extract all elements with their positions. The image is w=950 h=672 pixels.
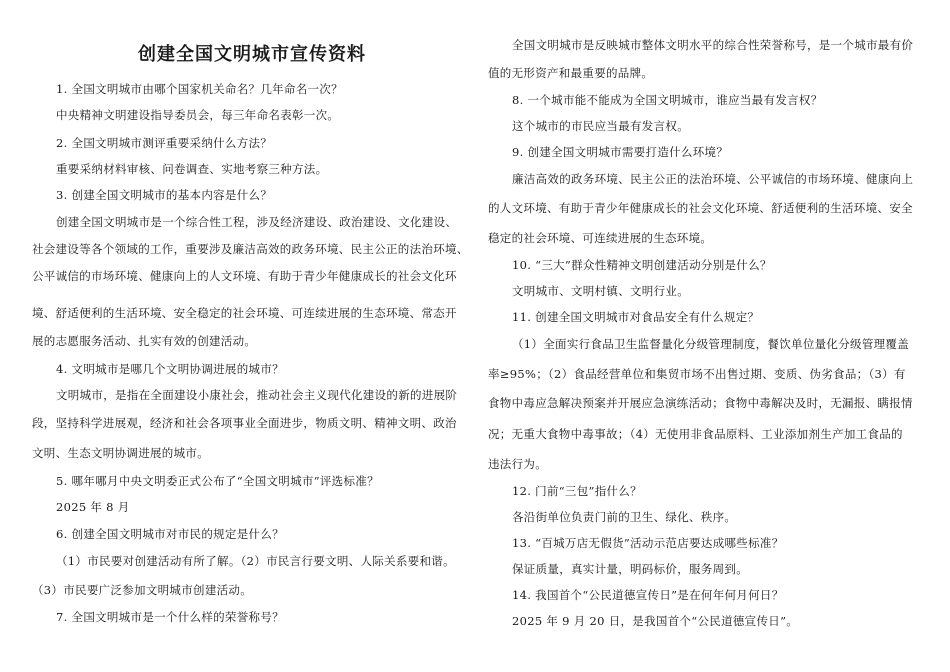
answer-line: 廉洁高效的政务环境、民主公正的法治环境、公平诚信的市场环境、健康向上: [512, 172, 914, 186]
answer-line: （1）市民要对创建活动有所了解。（2）市民言行要文明、人际关系要和谐。: [56, 554, 455, 568]
answer-line: 展的志愿服务活动、扎实有效的创建活动。: [32, 334, 257, 348]
answer-line: 文明、生态文明协调进展的城市。: [32, 446, 209, 460]
answer-line: 公平诚信的市场环境、健康向上的人文环境、有助于青少年健康成长的社会文化环: [32, 269, 457, 283]
answer-line: 况；无重大食物中毒事故；（4）无使用非食品原料、工业添加剂生产加工食品的: [488, 427, 903, 441]
question-line: 9. 创建全国文明城市需要打造什么环境？: [512, 145, 729, 159]
question-line: 5. 哪年哪月中央文明委正式公布了“全国文明城市”评选标准？: [56, 474, 379, 488]
question-line: 13. “百城万店无假货”活动示范店要达成哪些标准？: [512, 536, 784, 550]
answer-line: 违法行为。: [488, 457, 547, 471]
answer-line: 2025 年 8 月: [56, 500, 130, 514]
answer-line: 境、舒适便利的生活环境、安全稳定的社会环境、可连续进展的生态环境、常态开: [32, 306, 457, 320]
answer-line: （3）市民要广泛参加文明城市创建活动。: [32, 583, 253, 597]
answer-line: 重要采纳材料审核、问卷调查、实地考察三种方法。: [56, 162, 328, 176]
question-line: 8. 一个城市能不能成为全国文明城市，谁应当最有发言权？: [512, 93, 823, 107]
question-line: 11. 创建全国文明城市对食品安全有什么规定？: [512, 310, 760, 324]
question-line: 6. 创建全国文明城市对市民的规定是什么？: [56, 527, 284, 541]
answer-line: 创建全国文明城市是一个综合性工程，涉及经济建设、政治建设、文化建设、: [56, 215, 458, 229]
answer-line: 段，坚持科学进展观，经济和社会各项事业全面进步，物质文明、精神文明、政治: [32, 416, 457, 430]
answer-line: 全国文明城市是反映城市整体文明水平的综合性荣誉称号，是一个城市最有价: [512, 38, 914, 52]
answer-line: 文明城市、文明村镇、文明行业。: [512, 284, 689, 298]
answer-line: 这个城市的市民应当最有发言权。: [512, 119, 689, 133]
answer-line: 值的无形资产和最重要的品牌。: [488, 66, 654, 80]
question-line: 14. 我国首个“公民道德宣传日”是在何年何月何日？: [512, 588, 784, 602]
answer-line: 食物中毒应急解决预案并开展应急演练活动；食物中毒解决及时，无漏报、瞒报情: [488, 396, 913, 410]
question-line: 10. “三大”群众性精神文明创建活动分别是什么？: [512, 258, 772, 272]
answer-line: 各沿街单位负责门前的卫生、绿化、秩序。: [512, 510, 737, 524]
answer-line: 2025 年 9 月 20 日，是我国首个“公民道德宣传日”。: [512, 614, 799, 628]
question-line: 4. 文明城市是哪几个文明协调进展的城市？: [56, 362, 284, 376]
answer-line: 中央精神文明建设指导委员会，每三年命名表彰一次。: [56, 108, 340, 122]
document-title: 创建全国文明城市宣传资料: [138, 44, 366, 65]
answer-line: 保证质量，真实计量，明码标价，服务周到。: [512, 562, 748, 576]
answer-line: 率≥95%；（2）食品经营单位和集贸市场不出售过期、变质、伪劣食品；（3）有: [488, 367, 906, 381]
question-line: 2. 全国文明城市测评重要采纳什么方法？: [56, 136, 273, 150]
answer-line: 的人文环境、有助于青少年健康成长的社会文化环境、舒适便利的生活环境、安全: [488, 201, 913, 215]
answer-line: 社会建设等各个领域的工作，重要涉及廉洁高效的政务环境、民主公正的法治环境、: [32, 242, 469, 256]
question-line: 7. 全国文明城市是一个什么样的荣誉称号？: [56, 610, 284, 624]
answer-line: 稳定的社会环境、可连续进展的生态环境。: [488, 231, 713, 245]
answer-line: 文明城市，是指在全面建设小康社会，推动社会主义现代化建设的新的进展阶: [56, 388, 458, 402]
answer-line: （1）全面实行食品卫生监督量化分级管理制度，餐饮单位量化分级管理覆盖: [512, 337, 910, 351]
question-line: 3. 创建全国文明城市的基本内容是什么？: [56, 188, 273, 202]
question-line: 1. 全国文明城市由哪个国家机关命名？几年命名一次？: [56, 82, 343, 96]
question-line: 12. 门前“三包”指什么？: [512, 484, 642, 498]
